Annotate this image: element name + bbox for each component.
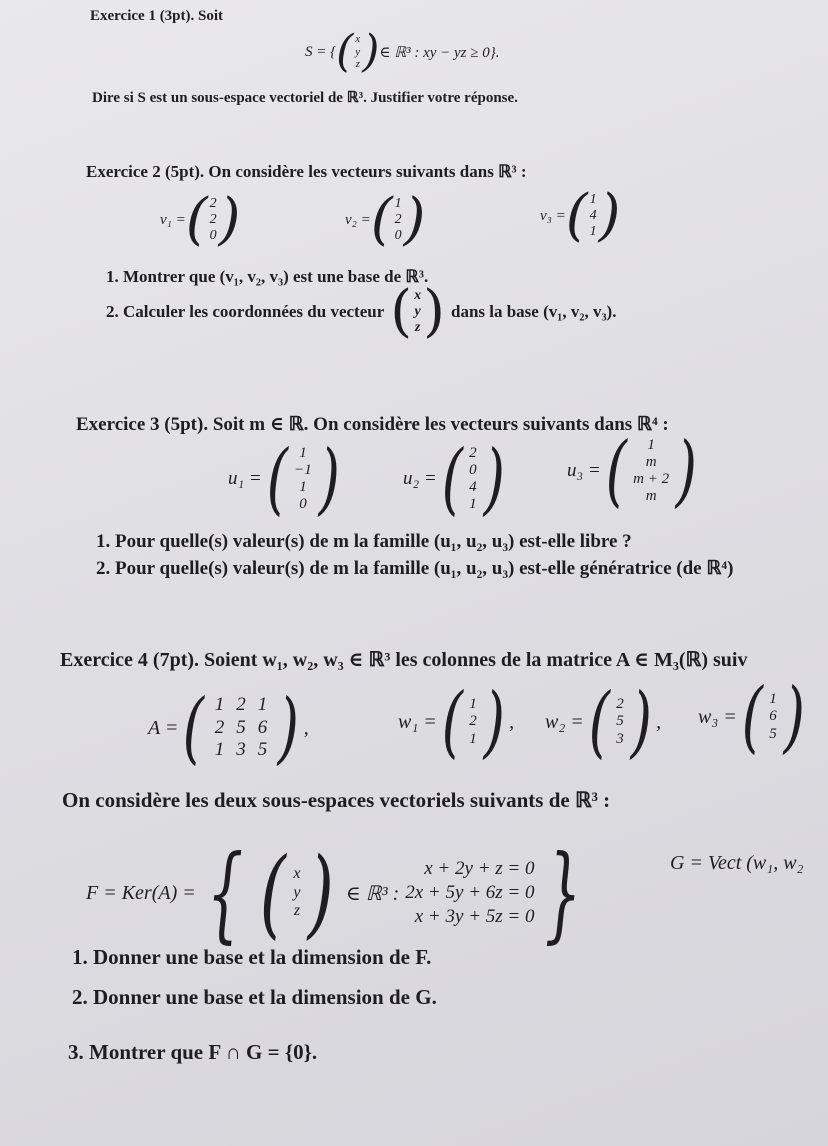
ex3-u2: u₂ = ( 2 0 4 1 )	[403, 434, 505, 524]
ex2-title: Exercice 2 (5pt). On considère les vecteurs suivants dans ℝ³ :	[86, 162, 527, 181]
ex2-v2: v₂ = ( 1 2 0 )	[345, 187, 426, 252]
ex2-q1: 1. Montrer que (v₁, v₂, v₃) est une base de ℝ³.	[106, 267, 429, 286]
ex3-u3: u₃ = ( 1 m m + 2 m )	[567, 426, 697, 516]
ex1-question: Dire si S est un sous-espace vectoriel de ℝ³. Justifier votre réponse.	[92, 90, 518, 106]
ex4-q1: 1. Donner une base et la dimension de F.	[72, 945, 432, 969]
ex3-title: Exercice 3 (5pt). Soit m ∈ ℝ. On considère les vecteurs suivants dans ℝ⁴ :	[76, 414, 669, 435]
ex1-set-lhs: S = {	[305, 43, 337, 60]
ex2-v3: v₃ = ( 1 4 1 )	[540, 183, 621, 248]
ex4-title: Exercice 4 (7pt). Soient w₁, w₂, w₃ ∈ ℝ³ les colonnes de la matrice A ∈ M₃(ℝ) suiv	[60, 649, 748, 671]
ex4-q2: 2. Donner une base et la dimension de G.	[72, 985, 437, 1009]
ex4-f-definition: F = Ker(A) = { ( x y z ) ∈ ℝ³ : x + 2y + z = 0 2x + 5y + 6z = 0 x + 3y + 5z = 0 }	[86, 832, 582, 954]
ex3-u1: u₁ = ( 1 −1 1 0 )	[228, 434, 340, 524]
ex4-g-definition: G = Vect (w₁, w₂	[670, 852, 804, 874]
ex4-q3: 3. Montrer que F ∩ G = {0}.	[68, 1040, 318, 1064]
ex4-matrix-a: A = ( 1 2 1 2 5 6 1 3 5 ) ,	[148, 683, 309, 773]
ex4-w2: w₂ = ( 2 5 3 ) ,	[545, 677, 662, 767]
ex4-w3: w₃ = ( 1 6 5 )	[698, 672, 805, 762]
ex2-v1: v₁ = ( 2 2 0 )	[160, 187, 241, 252]
ex1-title: Exercice 1 (3pt). Soit	[90, 8, 224, 24]
ex2-q2: 2. Calculer les coordonnées du vecteur ( x y z ) dans la base (v₁, v₂, v₃).	[106, 279, 617, 344]
ex1-set-rhs: ∈ ℝ³ : xy − yz ≥ 0}.	[379, 44, 500, 61]
ex1-vector: ( x y z )	[336, 26, 380, 77]
ex3-q2: 2. Pour quelle(s) valeur(s) de m la famille (u₁, u₂, u₃) est-elle génératrice (de ℝ⁴)	[96, 558, 734, 579]
ex4-w1: w₁ = ( 1 2 1 ) ,	[398, 677, 515, 767]
ex3-q1: 1. Pour quelle(s) valeur(s) de m la famille (u₁, u₂, u₃) est-elle libre ?	[96, 531, 632, 552]
ex1-set-definition	[305, 26, 500, 77]
ex4-consider: On considère les deux sous-espaces vectoriels suivants de ℝ³ :	[62, 788, 611, 812]
